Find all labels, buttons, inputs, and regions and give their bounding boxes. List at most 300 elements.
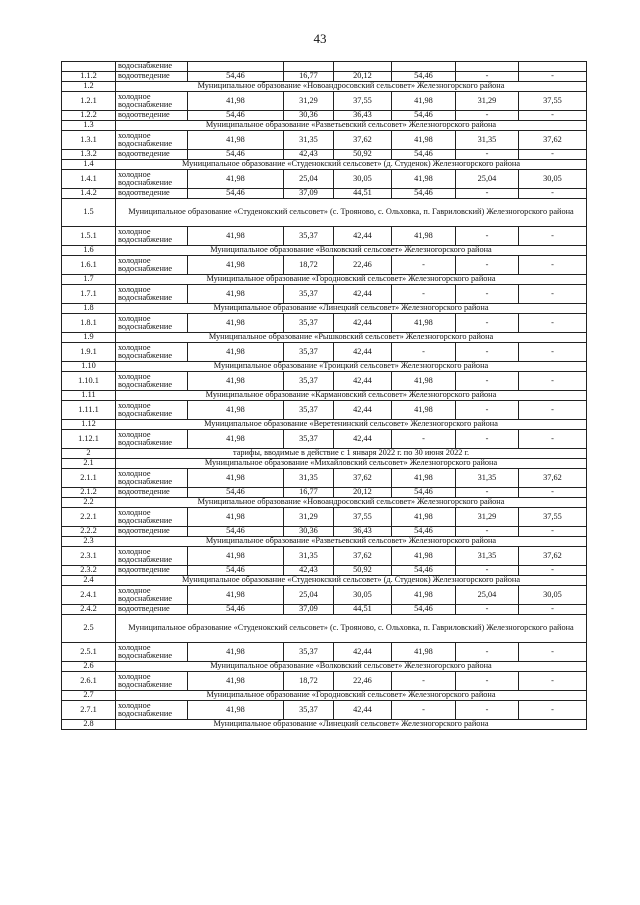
- tariff-value: 42,43: [284, 566, 334, 576]
- section-title: Муниципальное образование «Кармановский сельсовет» Железногорского района: [116, 391, 587, 401]
- section-row: [62, 662, 587, 672]
- service-name: холодное водоснабжение: [116, 508, 188, 527]
- table-row: [62, 430, 587, 449]
- row-number: 2.1: [62, 459, 116, 469]
- tariff-value: -: [392, 256, 456, 275]
- tariff-value: 54,46: [392, 150, 456, 160]
- tariff-value: 41,98: [188, 469, 284, 488]
- section-title: Муниципальное образование «Городновский сельсовет» Железногорского района: [116, 691, 587, 701]
- table-row: [62, 111, 587, 121]
- row-number: 1.4.2: [62, 189, 116, 199]
- tariff-value: 41,98: [392, 227, 456, 246]
- tariff-value: -: [392, 430, 456, 449]
- section-title: Муниципальное образование «Разветьевский сельсовет» Железногорского района: [116, 537, 587, 547]
- tariff-value: 41,98: [188, 701, 284, 720]
- section-row: [62, 498, 587, 508]
- tariff-value: 31,35: [456, 547, 519, 566]
- section-title: Муниципальное образование «Линецкий сельсовет» Железногорского района: [116, 304, 587, 314]
- tariff-value: 54,46: [188, 566, 284, 576]
- tariff-value: 41,98: [188, 372, 284, 391]
- tariff-value: 41,98: [188, 92, 284, 111]
- tariff-value: 22,46: [334, 256, 392, 275]
- service-name: холодное водоснабжение: [116, 285, 188, 304]
- row-number: 1.7: [62, 275, 116, 285]
- tariff-value: -: [392, 343, 456, 362]
- tariff-value: 41,98: [392, 643, 456, 662]
- service-name: холодное водоснабжение: [116, 547, 188, 566]
- tariff-value: -: [456, 285, 519, 304]
- row-number: 1.1.2: [62, 72, 116, 82]
- service-name: водоотведение: [116, 189, 188, 199]
- tariff-value: 54,46: [188, 527, 284, 537]
- tariff-value: 30,36: [284, 527, 334, 537]
- service-name: водоотведение: [116, 605, 188, 615]
- tariff-value: -: [519, 227, 587, 246]
- table-row: [62, 508, 587, 527]
- tariff-value: -: [519, 701, 587, 720]
- tariff-value: 31,35: [456, 469, 519, 488]
- row-number: 1.7.1: [62, 285, 116, 304]
- tariff-value: 41,98: [188, 256, 284, 275]
- table-row: [62, 586, 587, 605]
- tariff-value: 25,04: [284, 170, 334, 189]
- tariff-value: 37,55: [334, 508, 392, 527]
- tariff-value: 30,05: [519, 586, 587, 605]
- tariff-value: [334, 62, 392, 72]
- tariff-value: -: [519, 488, 587, 498]
- tariff-value: 54,46: [392, 111, 456, 121]
- service-name: холодное водоснабжение: [116, 430, 188, 449]
- tariff-value: -: [456, 150, 519, 160]
- row-number: 1.8.1: [62, 314, 116, 333]
- service-name: водоотведение: [116, 150, 188, 160]
- tariff-value: -: [519, 372, 587, 391]
- table-row: [62, 92, 587, 111]
- tariff-value: 37,62: [519, 131, 587, 150]
- tariff-value: -: [519, 111, 587, 121]
- tariff-value: 31,35: [284, 547, 334, 566]
- tariff-value: -: [519, 430, 587, 449]
- service-name: холодное водоснабжение: [116, 586, 188, 605]
- section-title: Муниципальное образование «Городновский сельсовет» Железногорского района: [116, 275, 587, 285]
- table-row: [62, 643, 587, 662]
- row-number: 2.8: [62, 720, 116, 730]
- table-row: [62, 547, 587, 566]
- row-number: 1.2.1: [62, 92, 116, 111]
- tariff-value: [188, 62, 284, 72]
- tariff-value: 54,46: [188, 488, 284, 498]
- tariff-value: 42,44: [334, 372, 392, 391]
- tariff-value: 41,98: [188, 430, 284, 449]
- tariff-value: 16,77: [284, 488, 334, 498]
- tariff-value: 37,62: [334, 547, 392, 566]
- tariff-value: 35,37: [284, 401, 334, 420]
- tariff-value: -: [456, 643, 519, 662]
- section-row: [62, 459, 587, 469]
- tariff-value: 35,37: [284, 343, 334, 362]
- row-number: 1.9: [62, 333, 116, 343]
- row-number: 1.8: [62, 304, 116, 314]
- tariff-value: -: [519, 401, 587, 420]
- row-number: 2.4: [62, 576, 116, 586]
- tariff-value: 31,29: [456, 508, 519, 527]
- row-number: 2.2: [62, 498, 116, 508]
- section-row: [62, 275, 587, 285]
- tariff-value: 16,77: [284, 72, 334, 82]
- tariff-value: 41,98: [392, 469, 456, 488]
- section-title: Муниципальное образование «Разветьевский сельсовет» Железногорского района: [116, 121, 587, 131]
- tariff-value: 54,46: [392, 605, 456, 615]
- section-row: [62, 160, 587, 170]
- tariff-value: 42,44: [334, 701, 392, 720]
- section-row: [62, 449, 587, 459]
- row-number: 2.1.1: [62, 469, 116, 488]
- tariff-value: -: [392, 701, 456, 720]
- tariff-value: 37,55: [519, 508, 587, 527]
- tariff-value: 54,46: [392, 189, 456, 199]
- section-title: Муниципальное образование «Линецкий сельсовет» Железногорского района: [116, 720, 587, 730]
- tariff-value: 54,46: [392, 72, 456, 82]
- table-row: [62, 566, 587, 576]
- tariff-value: 35,37: [284, 285, 334, 304]
- tariff-value: 41,98: [392, 547, 456, 566]
- table-row: [62, 469, 587, 488]
- tariff-value: 50,92: [334, 150, 392, 160]
- row-number: 1.9.1: [62, 343, 116, 362]
- tariff-value: -: [456, 189, 519, 199]
- row-number: 1.5: [62, 199, 116, 227]
- row-number: 1.12: [62, 420, 116, 430]
- tariff-value: [456, 62, 519, 72]
- tariff-value: 35,37: [284, 227, 334, 246]
- tariff-value: 42,43: [284, 150, 334, 160]
- section-title: Муниципальное образование «Студенокский сельсовет» (д. Студенок) Железногорского района: [116, 160, 587, 170]
- tariff-value: 41,98: [188, 547, 284, 566]
- service-name: холодное водоснабжение: [116, 672, 188, 691]
- service-name: водоотведение: [116, 111, 188, 121]
- tariff-value: 37,62: [519, 547, 587, 566]
- tariff-value: 35,37: [284, 701, 334, 720]
- tariff-value: 42,44: [334, 401, 392, 420]
- tariff-value: 18,72: [284, 256, 334, 275]
- table-row: [62, 62, 587, 72]
- tariff-value: 41,98: [392, 372, 456, 391]
- row-number: 2.5.1: [62, 643, 116, 662]
- table-row: [62, 605, 587, 615]
- row-number: 1.2.2: [62, 111, 116, 121]
- section-title: Муниципальное образование «Новоандросовский сельсовет» Железногорского района: [116, 82, 587, 92]
- tariff-value: -: [519, 285, 587, 304]
- tariff-value: -: [519, 343, 587, 362]
- tariff-value: 30,05: [519, 170, 587, 189]
- table-row: [62, 401, 587, 420]
- tariff-value: 37,62: [519, 469, 587, 488]
- row-number: [62, 62, 116, 72]
- row-number: 1.4: [62, 160, 116, 170]
- tariff-value: 42,44: [334, 227, 392, 246]
- tariff-value: -: [456, 72, 519, 82]
- tariff-value: 41,98: [392, 508, 456, 527]
- service-name: водоотведение: [116, 527, 188, 537]
- row-number: 2.3: [62, 537, 116, 547]
- tariff-value: 42,44: [334, 430, 392, 449]
- tariff-value: 30,05: [334, 170, 392, 189]
- section-row: [62, 304, 587, 314]
- tariff-value: 25,04: [456, 170, 519, 189]
- section-row: [62, 199, 587, 227]
- tariff-value: 42,44: [334, 643, 392, 662]
- tariff-value: 44,51: [334, 189, 392, 199]
- tariff-value: 41,98: [188, 586, 284, 605]
- tariff-value: 20,12: [334, 488, 392, 498]
- tariff-value: 41,98: [188, 343, 284, 362]
- table-row: [62, 227, 587, 246]
- row-number: 2.4.2: [62, 605, 116, 615]
- row-number: 2.5: [62, 615, 116, 643]
- section-row: [62, 576, 587, 586]
- tariff-value: 54,46: [188, 111, 284, 121]
- table-row: [62, 131, 587, 150]
- tariff-value: -: [456, 372, 519, 391]
- section-title: Муниципальное образование «Студенокский сельсовет» (д. Студенок) Железногорского района: [116, 576, 587, 586]
- service-name: водоотведение: [116, 72, 188, 82]
- row-number: 1.6: [62, 246, 116, 256]
- section-title: Муниципальное образование «Михайловский сельсовет» Железногорского района: [116, 459, 587, 469]
- tariff-value: -: [519, 643, 587, 662]
- table-row: [62, 701, 587, 720]
- tariff-value: -: [456, 256, 519, 275]
- tariff-value: -: [392, 285, 456, 304]
- row-number: 1.3: [62, 121, 116, 131]
- section-row: [62, 537, 587, 547]
- tariff-value: 25,04: [456, 586, 519, 605]
- service-name: холодное водоснабжение: [116, 256, 188, 275]
- tariff-value: 54,46: [392, 527, 456, 537]
- tariff-value: -: [456, 430, 519, 449]
- tariff-value: 41,98: [392, 131, 456, 150]
- tariff-value: 36,43: [334, 527, 392, 537]
- section-row: [62, 691, 587, 701]
- section-row: [62, 121, 587, 131]
- tariff-value: 20,12: [334, 72, 392, 82]
- tariff-value: 50,92: [334, 566, 392, 576]
- tariff-value: -: [519, 527, 587, 537]
- section-row: [62, 82, 587, 92]
- tariff-value: -: [519, 189, 587, 199]
- row-number: 1.4.1: [62, 170, 116, 189]
- tariff-value: -: [456, 672, 519, 691]
- service-name: холодное водоснабжение: [116, 469, 188, 488]
- tariff-value: 41,98: [188, 508, 284, 527]
- section-row: [62, 420, 587, 430]
- tariff-value: 41,98: [188, 314, 284, 333]
- tariff-value: 41,98: [188, 401, 284, 420]
- service-name: холодное водоснабжение: [116, 314, 188, 333]
- tariff-table: [61, 61, 587, 730]
- service-name: холодное водоснабжение: [116, 131, 188, 150]
- row-number: 1.10: [62, 362, 116, 372]
- table-row: [62, 150, 587, 160]
- row-number: 2.4.1: [62, 586, 116, 605]
- section-row: [62, 720, 587, 730]
- service-name: холодное водоснабжение: [116, 643, 188, 662]
- service-name: холодное водоснабжение: [116, 170, 188, 189]
- row-number: 2.7: [62, 691, 116, 701]
- service-name: холодное водоснабжение: [116, 372, 188, 391]
- tariff-value: -: [456, 701, 519, 720]
- table-row: [62, 285, 587, 304]
- tariff-value: [392, 62, 456, 72]
- tariff-value: 18,72: [284, 672, 334, 691]
- table-row: [62, 72, 587, 82]
- page-number: 43: [313, 31, 327, 46]
- tariff-value: 35,37: [284, 430, 334, 449]
- tariff-value: 54,46: [188, 72, 284, 82]
- row-number: 2.7.1: [62, 701, 116, 720]
- tariff-value: 41,98: [392, 586, 456, 605]
- table-row: [62, 488, 587, 498]
- tariff-value: -: [456, 527, 519, 537]
- tariff-value: -: [519, 605, 587, 615]
- table-row: [62, 170, 587, 189]
- tariff-value: -: [392, 672, 456, 691]
- section-title: Муниципальное образование «Троицкий сельсовет» Железногорского района: [116, 362, 587, 372]
- tariff-value: 35,37: [284, 372, 334, 391]
- service-name: водоснабжение: [116, 62, 188, 72]
- row-number: 1.3.2: [62, 150, 116, 160]
- tariff-value: 41,98: [188, 227, 284, 246]
- tariff-value: 42,44: [334, 285, 392, 304]
- tariff-value: -: [519, 566, 587, 576]
- row-number: 1.10.1: [62, 372, 116, 391]
- tariff-value: -: [519, 150, 587, 160]
- tariff-value: 37,55: [334, 92, 392, 111]
- section-title: Муниципальное образование «Веретенинский сельсовет» Железногорского района: [116, 420, 587, 430]
- tariff-value: 37,62: [334, 131, 392, 150]
- tariff-value: -: [456, 314, 519, 333]
- row-number: 1.2: [62, 82, 116, 92]
- tariff-value: [519, 62, 587, 72]
- row-number: 1.12.1: [62, 430, 116, 449]
- tariff-value: 37,62: [334, 469, 392, 488]
- row-number: 1.3.1: [62, 131, 116, 150]
- tariff-value: 54,46: [188, 150, 284, 160]
- section-title: Муниципальное образование «Студенокский сельсовет» (с. Трояново, с. Ольховка, п. Гавриловский) Железногорского района: [116, 199, 587, 227]
- tariff-value: 31,35: [456, 131, 519, 150]
- tariff-value: 54,46: [188, 189, 284, 199]
- tariff-value: 41,98: [188, 131, 284, 150]
- tariff-value: -: [456, 401, 519, 420]
- tariff-value: 44,51: [334, 605, 392, 615]
- service-name: холодное водоснабжение: [116, 343, 188, 362]
- tariff-value: 54,46: [392, 566, 456, 576]
- tariff-value: 41,98: [392, 401, 456, 420]
- section-row: [62, 391, 587, 401]
- section-title: Муниципальное образование «Волковский сельсовет» Железногорского района: [116, 246, 587, 256]
- tariff-value: -: [519, 672, 587, 691]
- tariff-value: 41,98: [392, 170, 456, 189]
- tariff-value: 41,98: [188, 285, 284, 304]
- tariff-value: 37,09: [284, 605, 334, 615]
- table-body: [62, 62, 587, 730]
- tariff-value: 25,04: [284, 586, 334, 605]
- tariff-value: 42,44: [334, 314, 392, 333]
- tariff-value: -: [456, 227, 519, 246]
- tariff-value: 31,35: [284, 131, 334, 150]
- table-row: [62, 372, 587, 391]
- row-number: 1.5.1: [62, 227, 116, 246]
- service-name: водоотведение: [116, 488, 188, 498]
- row-number: 2.6: [62, 662, 116, 672]
- tariff-value: 41,98: [188, 170, 284, 189]
- table-row: [62, 343, 587, 362]
- tariff-value: 30,05: [334, 586, 392, 605]
- table-row: [62, 314, 587, 333]
- tariff-value: 54,46: [188, 605, 284, 615]
- service-name: холодное водоснабжение: [116, 701, 188, 720]
- service-name: водоотведение: [116, 566, 188, 576]
- row-number: 2.6.1: [62, 672, 116, 691]
- row-number: 2.2.1: [62, 508, 116, 527]
- row-number: 2.3.1: [62, 547, 116, 566]
- table-row: [62, 527, 587, 537]
- section-title: Муниципальное образование «Студенокский сельсовет» (с. Трояново, с. Ольховка, п. Гавриловский) Железногорского района: [116, 615, 587, 643]
- row-number: 1.11.1: [62, 401, 116, 420]
- table-row: [62, 256, 587, 275]
- tariff-value: -: [456, 566, 519, 576]
- section-row: [62, 615, 587, 643]
- section-title: тарифы, вводимые в действие с 1 января 2022 г. по 30 июня 2022 г.: [116, 449, 587, 459]
- row-number: 2: [62, 449, 116, 459]
- tariff-value: 31,29: [284, 92, 334, 111]
- tariff-value: 31,29: [284, 508, 334, 527]
- tariff-value: -: [456, 605, 519, 615]
- tariff-value: 41,98: [392, 92, 456, 111]
- row-number: 2.3.2: [62, 566, 116, 576]
- tariff-value: 30,36: [284, 111, 334, 121]
- tariff-value: 41,98: [188, 643, 284, 662]
- table-row: [62, 189, 587, 199]
- tariff-value: 41,98: [392, 314, 456, 333]
- section-row: [62, 246, 587, 256]
- service-name: холодное водоснабжение: [116, 227, 188, 246]
- section-title: Муниципальное образование «Волковский сельсовет» Железногорского района: [116, 662, 587, 672]
- tariff-value: -: [519, 256, 587, 275]
- tariff-value: 54,46: [392, 488, 456, 498]
- tariff-value: 31,29: [456, 92, 519, 111]
- row-number: 1.11: [62, 391, 116, 401]
- tariff-value: -: [456, 488, 519, 498]
- tariff-value: -: [519, 314, 587, 333]
- tariff-value: 37,09: [284, 189, 334, 199]
- tariff-value: 41,98: [188, 672, 284, 691]
- tariff-value: 35,37: [284, 643, 334, 662]
- tariff-value: 36,43: [334, 111, 392, 121]
- tariff-value: -: [456, 111, 519, 121]
- service-name: холодное водоснабжение: [116, 92, 188, 111]
- row-number: 2.1.2: [62, 488, 116, 498]
- tariff-value: 37,55: [519, 92, 587, 111]
- tariff-value: [284, 62, 334, 72]
- table-row: [62, 672, 587, 691]
- tariff-value: 42,44: [334, 343, 392, 362]
- service-name: холодное водоснабжение: [116, 401, 188, 420]
- section-row: [62, 333, 587, 343]
- section-title: Муниципальное образование «Новоандросовский сельсовет» Железногорского района: [116, 498, 587, 508]
- section-row: [62, 362, 587, 372]
- tariff-value: -: [456, 343, 519, 362]
- section-title: Муниципальное образование «Рышковский сельсовет» Железногорского района: [116, 333, 587, 343]
